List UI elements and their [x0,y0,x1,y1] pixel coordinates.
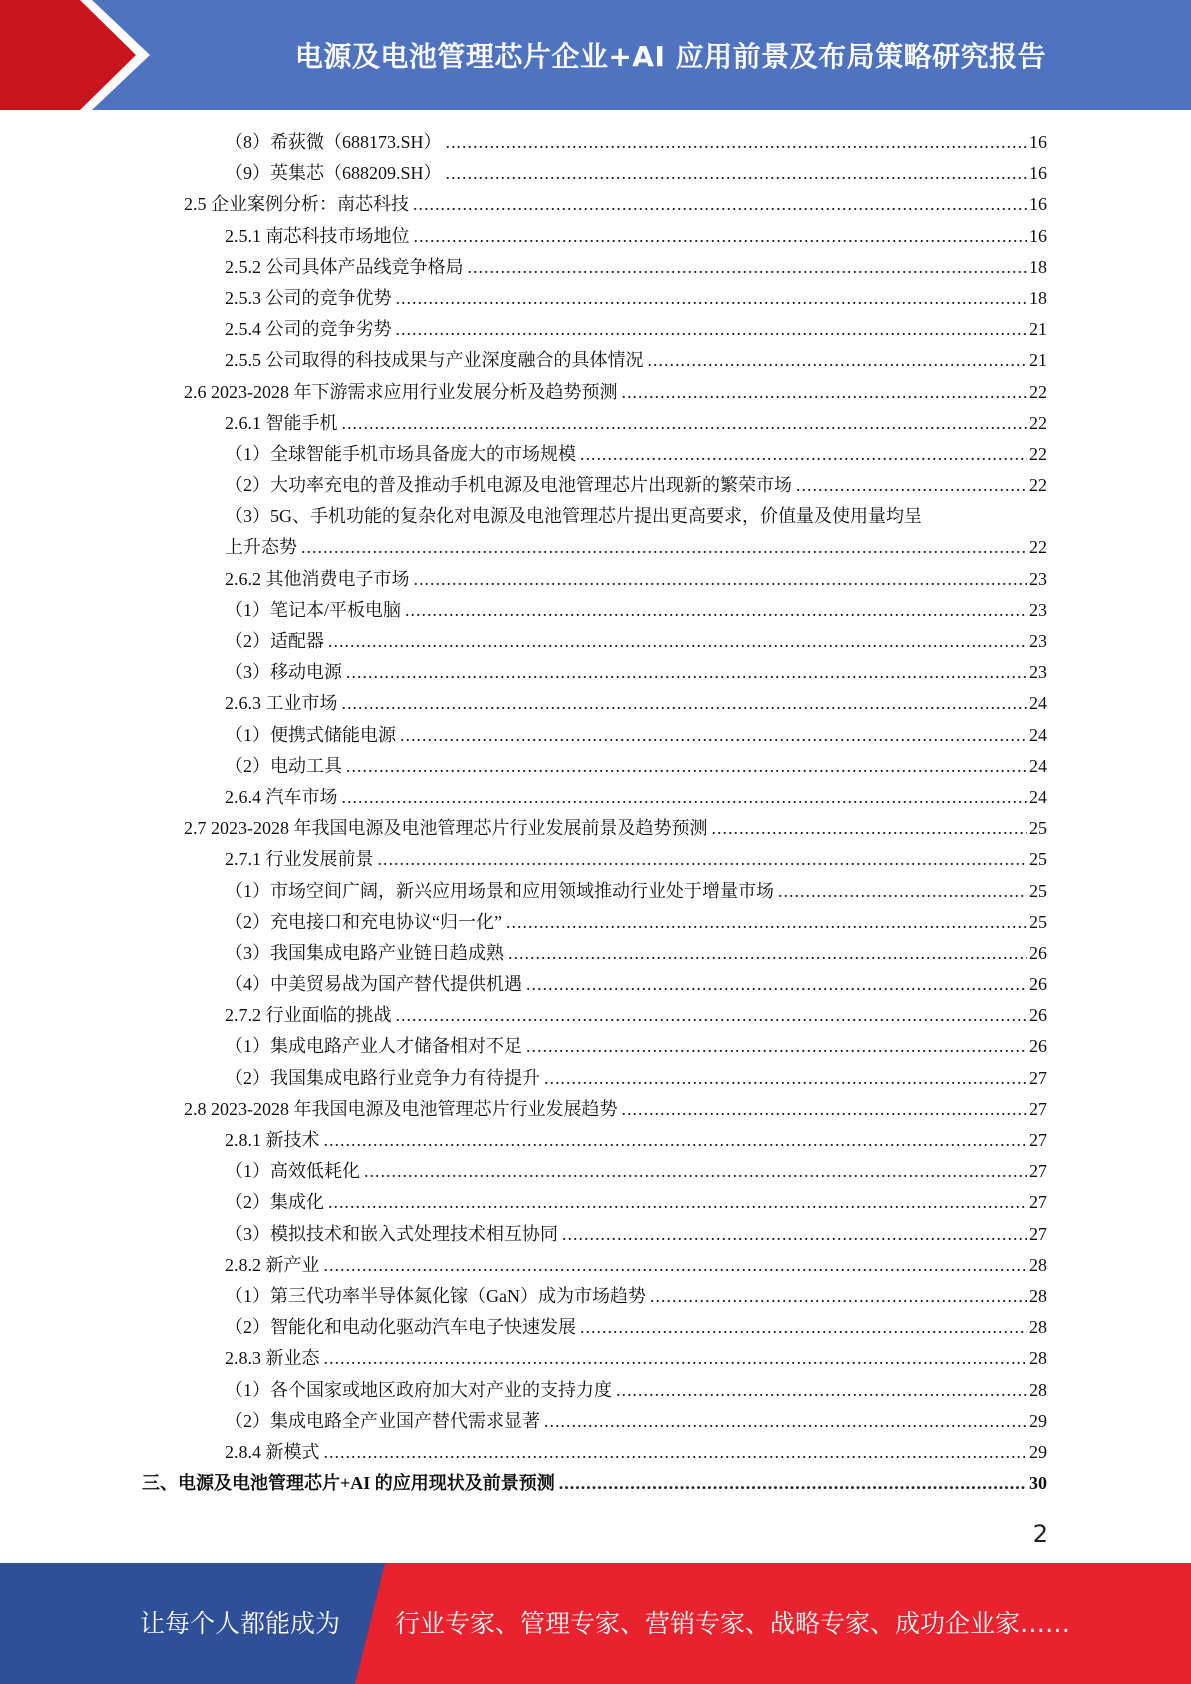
toc-entry-page: 24 [1029,786,1047,807]
toc-entry[interactable] [225,782,1047,813]
report-title: 电源及电池管理芯片企业+AI 应用前景及布局策略研究报告 [294,40,1047,73]
toc-entry-page: 28 [1029,1379,1047,1400]
toc-leader-dots [396,314,1028,345]
toc-leader-dots [346,657,1027,688]
toc-entry-page: 29 [1029,1441,1047,1462]
toc-leader-dots [468,252,1028,283]
toc-leader-dots [342,782,1028,813]
toc-entry-title: （3）5G、手机功能的复杂化对电源及电池管理芯片提出更高要求，价值量及使用量均呈 [225,506,922,527]
toc-entry-title: 2.5.4 公司的竞争劣势 [225,319,392,340]
toc-entry-title: 2.5.5 公司取得的科技成果与产业深度融合的具体情况 [225,350,644,371]
toc-entry[interactable] [225,283,1047,314]
toc-entry[interactable] [225,1343,1047,1374]
toc-leader-dots [324,1437,1028,1468]
toc-leader-dots [580,439,1027,470]
toc-leader-dots [342,408,1028,439]
toc-entry-title: 2.7 2023-2028 年我国电源及电池管理芯片行业发展前景及趋势预测 [184,818,708,839]
toc-entry-page: 16 [1029,225,1047,246]
toc-entry-page: 26 [1029,1005,1047,1026]
toc-leader-dots [622,1094,1028,1125]
toc-leader-dots [301,532,1027,563]
toc-entry-page: 22 [1029,412,1047,433]
toc-entry[interactable] [225,751,1047,782]
toc-leader-dots [405,595,1027,626]
toc-entry[interactable] [225,564,1047,595]
toc-entry-page: 28 [1029,1317,1047,1338]
toc-leader-dots [328,626,1027,657]
toc-entry-title: 2.7.1 行业发展前景 [225,849,374,870]
footer-slogan-right: 行业专家、管理专家、营销专家、战略专家、成功企业家…… [395,1609,1071,1638]
toc-entry-title: 2.8.2 新产业 [225,1254,320,1275]
page-footer [0,1563,1191,1684]
toc-entry-page: 26 [1029,974,1047,995]
toc-entry[interactable] [225,501,1047,532]
toc-entry[interactable] [225,626,1047,657]
toc-leader-dots [324,1125,1028,1156]
page-header [0,0,1191,110]
toc-entry-title: （1）集成电路产业人才储备相对不足 [225,1036,522,1057]
toc-entry[interactable] [225,408,1047,439]
toc-entry-page: 22 [1029,537,1047,558]
toc-entry-title: 2.8 2023-2028 年我国电源及电池管理芯片行业发展趋势 [184,1098,618,1119]
toc-leader-dots [342,688,1028,719]
toc-entry[interactable] [225,470,1047,501]
toc-entry-page: 30 [1029,1473,1047,1494]
toc-entry-page: 23 [1029,631,1047,651]
toc-entry[interactable] [225,844,1047,875]
toc-entry[interactable] [225,1000,1047,1031]
toc-entry-title: （1）笔记本/平板电脑 [225,599,402,620]
toc-leader-dots [648,345,1028,376]
toc-entry-page: 24 [1029,724,1047,745]
toc-entry-title: （2）集成电路全产业国产替代需求显著 [225,1410,540,1431]
toc-entry[interactable] [225,1281,1047,1312]
toc-entry-title: 2.6.4 汽车市场 [225,786,338,807]
toc-entry[interactable] [225,127,1047,158]
toc-leader-dots [622,377,1028,408]
toc-leader-dots [446,127,1027,158]
toc-entry-page: 22 [1029,381,1047,402]
toc-entry-page: 26 [1029,1036,1047,1057]
toc-entry-title: （1）第三代功率半导体氮化镓（GaN）成为市场趋势 [225,1285,646,1306]
toc-leader-dots [778,876,1027,907]
toc-leader-dots [324,1250,1028,1281]
toc-entry-title: （3）模拟技术和嵌入式处理技术相互协同 [225,1223,558,1244]
toc-entry-page: 28 [1029,1254,1047,1275]
toc-entry[interactable] [184,377,1047,408]
toc-leader-dots [616,1375,1027,1406]
toc-entry-page: 24 [1029,755,1047,776]
toc-entry[interactable] [225,252,1047,283]
toc-entry[interactable] [225,345,1047,376]
toc-entry[interactable] [225,158,1047,189]
toc-leader-dots [446,158,1027,189]
toc-leader-dots [526,969,1027,1000]
toc-entry-page: 26 [1029,942,1047,963]
toc-leader-dots [544,1063,1027,1094]
footer-slogan-left: 让每个人都能成为 [140,1609,341,1638]
toc-entry-page: 27 [1029,1130,1047,1150]
toc-leader-dots [580,1312,1027,1343]
toc-entry-page: 29 [1029,1410,1047,1431]
toc-entry-page: 25 [1029,849,1047,870]
toc-leader-dots [346,751,1027,782]
toc-entry[interactable] [184,189,1047,220]
toc-entry-page: 27 [1029,1067,1047,1088]
toc-entry-title: （1）便携式储能电源 [225,724,396,745]
toc-entry-title: 2.8.3 新业态 [225,1348,320,1369]
toc-entry[interactable] [225,595,1047,626]
toc-entry[interactable] [225,1187,1047,1218]
toc-leader-dots [364,1156,1027,1187]
toc-entry-title: 2.5.3 公司的竞争优势 [225,287,392,308]
toc-entry-page: 27 [1029,1161,1047,1182]
toc-entry-page: 21 [1029,350,1047,371]
toc-entry[interactable] [225,720,1047,751]
toc-leader-dots [324,1343,1028,1374]
toc-entry[interactable] [225,1312,1047,1343]
toc-entry-page: 25 [1029,818,1047,839]
toc-entry-title: 2.5.1 南芯科技市场地位 [225,225,410,246]
toc-entry-title: 2.6.1 智能手机 [225,412,338,433]
toc-entry-title: 2.8.1 新技术 [225,1130,320,1150]
toc-entry-title: （2）智能化和电动化驱动汽车电子快速发展 [225,1317,576,1338]
toc-entry-title: 2.8.4 新模式 [225,1441,320,1462]
toc-entry-title: 2.7.2 行业面临的挑战 [225,1005,392,1026]
toc-entry-title: 2.5.2 公司具体产品线竞争格局 [225,256,464,277]
toc-entry[interactable] [225,876,1047,907]
toc-entry[interactable] [225,439,1047,470]
toc-leader-dots [328,1187,1027,1218]
toc-entry-title: （2）我国集成电路行业竞争力有待提升 [225,1067,540,1088]
toc-entry-page: 22 [1029,475,1047,496]
toc-entry-title: 2.6.3 工业市场 [225,693,338,714]
toc-entry-title: （1）高效低耗化 [225,1161,360,1182]
toc-entry-title: （9）英集芯（688209.SH） [225,163,442,184]
toc-entry[interactable] [225,1125,1047,1156]
toc-entry[interactable] [225,657,1047,688]
toc-entry[interactable] [184,1094,1047,1125]
toc-entry-page: 28 [1029,1285,1047,1306]
toc-entry[interactable] [225,1250,1047,1281]
toc-entry-title: （2）大功率充电的普及推动手机电源及电池管理芯片出现新的繁荣市场 [225,475,792,496]
toc-entry-title: 上升态势 [225,537,297,558]
toc-leader-dots [544,1406,1027,1437]
toc-leader-dots [396,1000,1028,1031]
toc-entry-page: 23 [1029,662,1047,683]
toc-leader-dots [414,221,1028,252]
toc-entry[interactable] [225,532,1047,563]
toc-entry[interactable] [225,1219,1047,1250]
toc-entry-page: 23 [1029,568,1047,589]
toc-entry[interactable] [225,314,1047,345]
toc-entry-page: 21 [1029,319,1047,340]
toc-leader-dots [559,1468,1027,1499]
toc-entry-title: 2.6.2 其他消费电子市场 [225,568,410,589]
toc-leader-dots [378,844,1028,875]
toc-leader-dots [506,907,1027,938]
toc-entry-page: 24 [1029,693,1047,714]
toc-entry[interactable] [225,221,1047,252]
toc-leader-dots [396,283,1028,314]
toc-entry-title: （2）电动工具 [225,755,342,776]
toc-entry[interactable] [225,907,1047,938]
toc-leader-dots [400,720,1027,751]
toc-entry-page: 27 [1029,1223,1047,1244]
toc-entry[interactable] [225,1437,1047,1468]
toc-entry[interactable] [225,969,1047,1000]
toc-entry-page: 25 [1029,911,1047,932]
toc-entry-title: 三、电源及电池管理芯片+AI 的应用现状及前景预测 [142,1473,555,1494]
toc-leader-dots [650,1281,1027,1312]
toc-leader-dots [796,470,1027,501]
toc-entry-title: （1）市场空间广阔，新兴应用场景和应用领域推动行业处于增量市场 [225,880,774,901]
toc-entry[interactable] [184,813,1047,844]
toc-entry-page: 25 [1029,880,1047,901]
toc-entry-page: 27 [1029,1192,1047,1213]
toc-leader-dots [712,813,1028,844]
toc-entry-title: （3）移动电源 [225,662,342,683]
toc-entry-page: 16 [1029,163,1047,184]
toc-entry-title: （8）希荻微（688173.SH） [225,132,442,152]
toc-entry-title: 2.5 企业案例分析：南芯科技 [184,194,409,215]
toc-entry[interactable] [225,1063,1047,1094]
toc-entry-title: （3）我国集成电路产业链日趋成熟 [225,942,504,963]
toc-entry-page: 28 [1029,1348,1047,1369]
toc-entry[interactable] [225,1406,1047,1437]
toc-entry-title: 2.6 2023-2028 年下游需求应用行业发展分析及趋势预测 [184,381,618,402]
toc-entry-title: （4）中美贸易战为国产替代提供机遇 [225,974,522,995]
toc-entry-title: （1）全球智能手机市场具备庞大的市场规模 [225,443,576,464]
toc-leader-dots [526,1031,1027,1062]
page-number: 2 [1032,1520,1048,1548]
toc-leader-dots [508,938,1027,969]
toc-entry[interactable] [225,1031,1047,1062]
toc-entry[interactable] [142,1468,1047,1499]
toc-entry-title: （2）充电接口和充电协议“归一化” [225,911,502,932]
toc-leader-dots [413,189,1027,220]
toc-entry-page: 16 [1029,132,1047,152]
toc-entry[interactable] [225,938,1047,969]
toc-entry[interactable] [225,1375,1047,1406]
toc-entry-title: （1）各个国家或地区政府加大对产业的支持力度 [225,1379,612,1400]
toc-entry[interactable] [225,688,1047,719]
toc-entry-title: （2）适配器 [225,631,324,651]
header-red-arrow-decoration [0,0,150,110]
toc-entry-page: 27 [1029,1098,1047,1119]
toc-entry-page: 16 [1029,194,1047,215]
table-of-contents [0,127,1191,1499]
toc-entry-page: 18 [1029,256,1047,277]
toc-leader-dots [562,1219,1027,1250]
toc-entry-page: 22 [1029,443,1047,464]
toc-entry-title: （2）集成化 [225,1192,324,1213]
toc-entry[interactable] [225,1156,1047,1187]
toc-entry-page: 18 [1029,287,1047,308]
toc-leader-dots [414,564,1028,595]
toc-entry-page: 23 [1029,599,1047,620]
